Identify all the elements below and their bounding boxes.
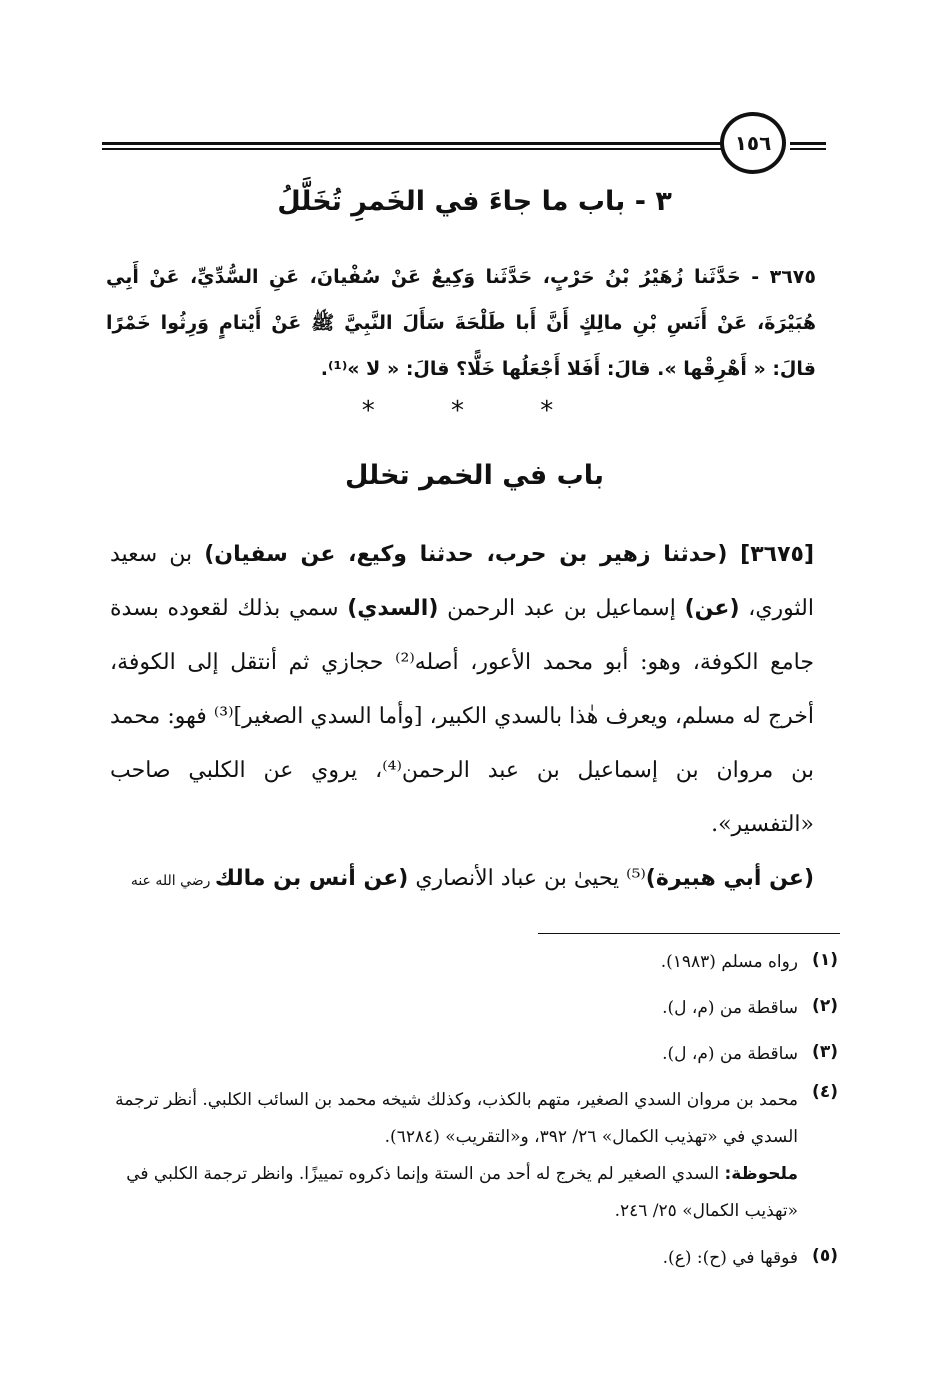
footnote-number: (٣): [812, 1042, 838, 1062]
footnote-text: رواه مسلم (١٩٨٣).: [660, 952, 798, 972]
chapter-title: ٣ - باب ما جاءَ في الخَمرِ تُخَلَّلُ: [277, 186, 672, 217]
text-segment: ⁽⁵⁾ يحيىٰ بن عباد الأنصاري: [408, 866, 646, 891]
footnote: [108, 1240, 838, 1277]
text-segment: رضي الله عنه: [130, 873, 215, 889]
footnote-number: (١): [812, 950, 838, 970]
footnote-divider: [538, 933, 840, 934]
footnote-number: (٤): [812, 1082, 838, 1102]
bold-segment: (عن أبي هبيرة): [645, 866, 814, 891]
hadith-text: ٣٦٧٥ - حَدَّثَنا زُهَيْرُ بْنُ حَرْبٍ، حَدَّثَنا وَكِيعٌ عَنْ سُفْيانَ، عَنِ السُّدِّيِّ، عَنْ أَبِي هُبَيْرَةَ، عَنْ أَنَسِ بْنِ مالِكٍ أَنَّ أَبا طَلْحَةَ سَأَلَ النَّبِيَّ ﷺ عَنْ أَيْتامٍ وَرِثُوا خَمْرًا قالَ: « أَهْرِقْها ». قالَ: أَفَلا أَجْعَلُها خَلًّا؟ قالَ: « لا »⁽¹⁾.: [106, 266, 816, 380]
footnote: [108, 1036, 838, 1073]
footnote-text: محمد بن مروان السدي الصغير، متهم بالكذب، وكذلك شيخه محمد بن السائب الكلبي. أنظر ترجمة السدي في «تهذيب الكمال» ٢٦/ ٣٩٢، و«التقريب» (٦٢٨٤).: [115, 1090, 798, 1147]
bold-segment: (عن أنس بن مالك: [214, 866, 409, 891]
header-rule: [102, 142, 722, 152]
page-number: ١٥٦: [720, 112, 786, 174]
text-segment: سمي بذلك لقعوده بسدة جامع الكوفة، وهو: أبو محمد الأعور، أصله⁽²⁾ حجازي ثم أنتقل إلى الكوفة، أخرج له مسلم، ويعرف هٰذا بالسدي الكبير، [وأما السدي الصغير]⁽³⁾ فهو: محمد بن مروان بن إسماعيل بن عبد الرحمن⁽⁴⁾، يروي عن الكلبي صاحب «التفسير».: [110, 596, 815, 837]
bold-segment: [٣٦٧٥] (حدثنا زهير بن حرب، حدثنا وكيع، عن سفيان): [204, 542, 814, 567]
note-label: ملحوظة:: [724, 1164, 798, 1184]
text-segment: إسماعيل بن عبد الرحمن: [438, 596, 685, 621]
footnote-number: (٥): [812, 1246, 838, 1266]
note-text: السدي الصغير لم يخرج له أحد من الستة وإنما ذكروه تمييزًا. وانظر ترجمة الكلبي في «تهذيب الكمال» ٢٥/ ٢٤٦.: [126, 1164, 798, 1221]
commentary-body: [110, 528, 814, 908]
footnote-text: فوقها في (ح): (ع).: [662, 1248, 798, 1268]
section-separator: * * *: [361, 396, 588, 426]
footnote-body: [108, 1082, 798, 1230]
footnote: [108, 1082, 838, 1230]
bold-segment: (عن): [684, 596, 740, 621]
footnote-text: ساقطة من (م، ل).: [662, 1044, 798, 1064]
header-rule-tail: [790, 142, 826, 152]
footnote-number: (٢): [812, 996, 838, 1016]
text-segment: بن سعيد الثوري،: [110, 542, 814, 621]
commentary-title: باب في الخمر تخلل: [344, 460, 605, 491]
bold-segment: (السدي): [347, 596, 439, 621]
footnote-text: ساقطة من (م، ل).: [662, 998, 798, 1018]
footnote: [108, 990, 838, 1027]
commentary-paragraph: [110, 528, 814, 852]
footnote: [108, 944, 838, 981]
commentary-paragraph: [110, 852, 814, 908]
